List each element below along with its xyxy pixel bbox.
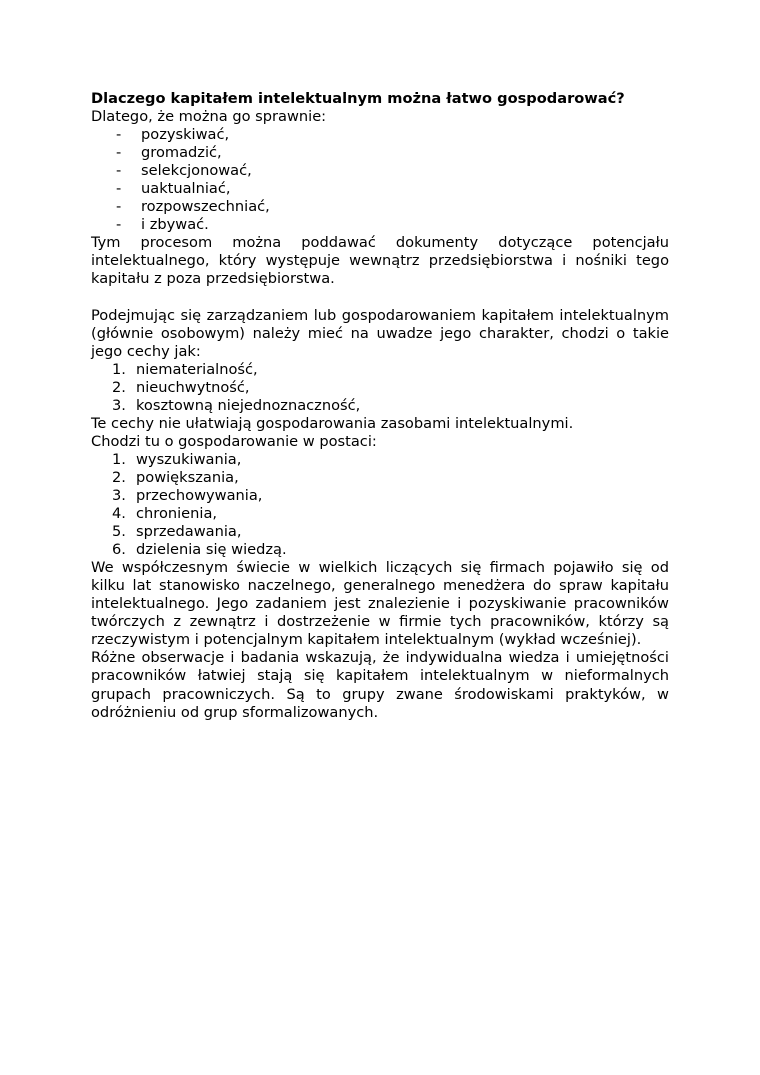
list-item (91, 361, 669, 379)
intro-line: Dlatego, że można go sprawnie: (91, 108, 327, 126)
paragraph-processes: Tym procesom można poddawać dokumenty dotyczące potencjału intelektualnego, który występuje wewnątrz przedsiębiorstwa i nośniki tego kapitału z poza przedsiębiorstwa. (91, 234, 669, 288)
list-item-text: chronienia, (136, 505, 218, 523)
list-number: 1. (112, 360, 126, 378)
list-item-text: rozpowszechniać, (141, 198, 270, 216)
document-page (91, 90, 669, 722)
document-title: Dlaczego kapitałem intelektualnym można łatwo gospodarować? (91, 90, 625, 107)
list-item-text: wyszukiwania, (136, 450, 242, 468)
list-item-text: gromadzić, (141, 144, 222, 162)
list-item-text: selekcjonować, (141, 162, 252, 180)
list-item (91, 216, 669, 234)
list-item-text: nieuchwytność, (136, 378, 250, 396)
features-list (91, 361, 669, 415)
list-item (91, 198, 669, 216)
forms-list (91, 451, 669, 559)
paragraph-observations: Różne obserwacje i badania wskazują, że indywidualna wiedza i umiejętności pracowników łatwiej stają się kapitałem intelektualnym w nieformalnych grupach pracowniczych. Są to grupy zwane środowiskami praktyków, w odróżnieniu od grup sformalizowanych. (91, 649, 669, 721)
list-item (91, 469, 669, 487)
dash-marker: - (116, 180, 122, 198)
list-item (91, 180, 669, 198)
dash-list (91, 126, 669, 234)
list-item (91, 451, 669, 469)
list-item-text: powiększania, (136, 468, 239, 486)
list-item (91, 162, 669, 180)
list-item (91, 397, 669, 415)
list-item (91, 126, 669, 144)
list-item (91, 379, 669, 397)
list-number: 6. (112, 541, 126, 559)
list-item (91, 505, 669, 523)
paragraph-forms-intro: Chodzi tu o gospodarowanie w postaci: (91, 432, 377, 450)
list-item-text: niematerialność, (136, 360, 258, 378)
list-number: 5. (112, 523, 126, 541)
list-item-text: i zbywać. (141, 216, 209, 234)
list-number: 4. (112, 505, 126, 523)
list-item-text: kosztowną niejednoznaczność, (136, 396, 361, 414)
list-item-text: pozyskiwać, (141, 126, 230, 144)
dash-marker: - (116, 162, 122, 180)
list-number: 3. (112, 486, 126, 504)
list-number: 2. (112, 468, 126, 486)
paragraph-gap (91, 289, 669, 307)
dash-marker: - (116, 216, 122, 234)
list-item (91, 487, 669, 505)
list-item (91, 541, 669, 559)
list-number: 2. (112, 378, 126, 396)
list-item (91, 523, 669, 541)
list-item-text: sprzedawania, (136, 523, 242, 541)
dash-marker: - (116, 144, 122, 162)
list-number: 1. (112, 450, 126, 468)
paragraph-management: Podejmując się zarządzaniem lub gospodarowaniem kapitałem intelektualnym (głównie osobowym) należy mieć na uwadze jego charakter, chodzi o takie jego cechy jak: (91, 306, 669, 360)
list-item (91, 144, 669, 162)
paragraph-features-note: Te cechy nie ułatwiają gospodarowania zasobami intelektualnymi. (91, 414, 574, 432)
dash-marker: - (116, 198, 122, 216)
list-number: 3. (112, 396, 126, 414)
list-item-text: przechowywania, (136, 486, 263, 504)
paragraph-manager-role: We współczesnym świecie w wielkich liczących się firmach pojawiło się od kilku lat stanowisko naczelnego, generalnego menedżera do spraw kapitału intelektualnego. Jego zadaniem jest znalezienie i pozyskiwanie pracowników twórczych z zewnątrz i dostrzeżenie w firmie tych pracowników, którzy są rzeczywistym i potencjalnym kapitałem intelektualnym (wykład wcześniej). (91, 559, 669, 649)
list-item-text: uaktualniać, (141, 180, 231, 198)
dash-marker: - (116, 126, 122, 144)
list-item-text: dzielenia się wiedzą. (136, 541, 287, 559)
